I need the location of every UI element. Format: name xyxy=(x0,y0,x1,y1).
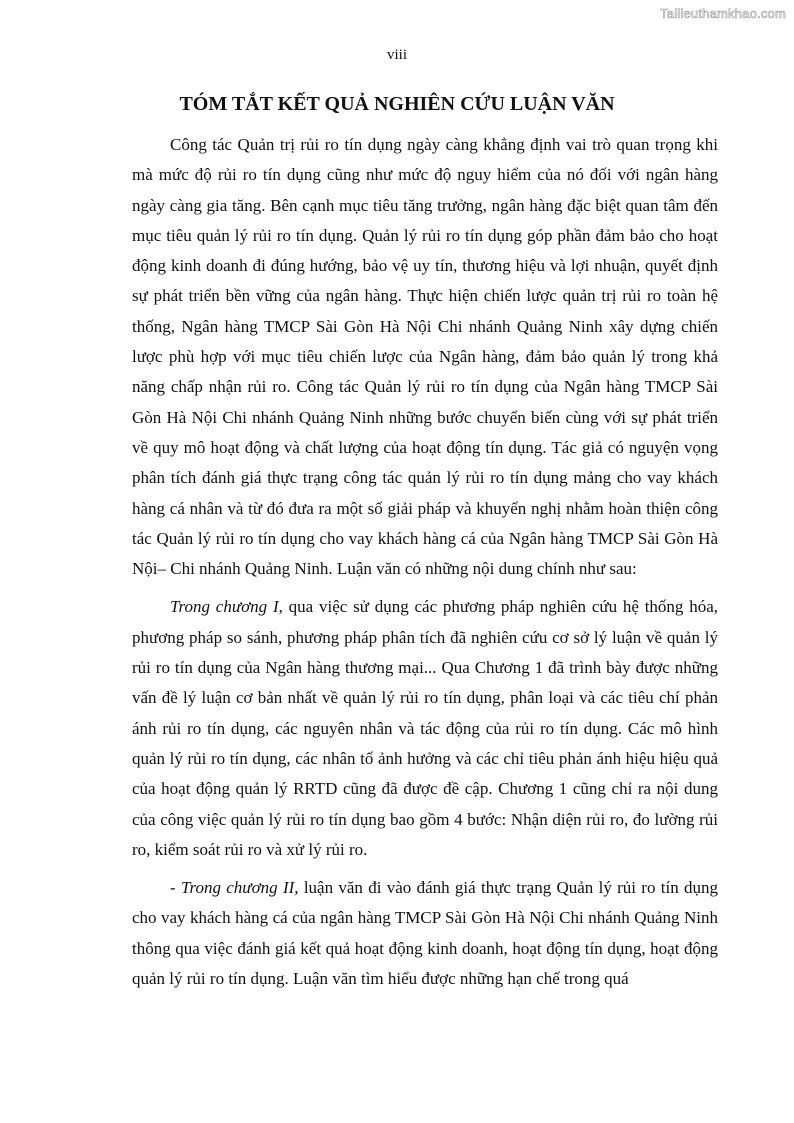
page-title: TÓM TẮT KẾT QUẢ NGHIÊN CỨU LUẬN VĂN xyxy=(179,93,615,115)
paragraph-lead-italic: Trong chương II, xyxy=(180,878,299,898)
watermark: Tailieuthamkhao.com xyxy=(660,6,786,21)
paragraph-intro xyxy=(132,130,718,584)
paragraph-chapter-1 xyxy=(132,592,718,865)
document-body xyxy=(132,130,718,1002)
paragraph-chapter-2 xyxy=(132,873,718,994)
paragraph-text: Công tác Quản trị rủi ro tín dụng ngày càng khẳng định vai trò quan trọng khi mà mức độ rủi ro tín dụng cũng như mức độ nguy hiểm của nó đối với ngân hàng ngày càng gia tăng. Bên cạnh mục tiêu tăng trưởng, ngân hàng đặc biệt quan tâm đến mục tiêu quản lý rủi ro tín dụng. Quản lý rủi ro tín dụng góp phần đảm bảo cho hoạt động kinh doanh đi đúng hướng, bảo vệ uy tín, thương hiệu và lợi nhuận, quyết định sự phát triển bền vững của ngân hàng. Thực hiện chiến lược quản trị rủi ro toàn hệ thống, Ngân hàng TMCP Sài Gòn Hà Nội Chi nhánh Quảng Ninh xây dựng chiến lược phù hợp với mục tiêu chiến lược của Ngân hàng, đảm bảo quản lý trong khả năng chấp nhận rủi ro. Công tác Quản lý rủi ro tín dụng của Ngân hàng TMCP Sài Gòn Hà Nội Chi nhánh Quảng Ninh những bước chuyển biến cùng với sự phát triển về quy mô hoạt động và chất lượng của hoạt động tín dụng. Tác giả có nguyện vọng phân tích đánh giá thực trạng công tác quản lý rủi ro tín dụng mảng cho vay khách hàng cá nhân và từ đó đưa ra một số giải pháp và khuyến nghị nhằm hoàn thiện công tác Quản lý rủi ro tín dụng cho vay khách hàng cá của Ngân hàng TMCP Sài Gòn Hà Nội– Chi nhánh Quảng Ninh. Luận văn có những nội dung chính như sau: xyxy=(132,135,718,579)
paragraph-lead-italic: Trong chương I xyxy=(170,597,279,617)
paragraph-text: luận văn đi vào đánh giá thực trạng Quản lý rủi ro tín dụng cho vay khách hàng cá của ngân hàng TMCP Sài Gòn Hà Nội Chi nhánh Quảng Ninh thông qua việc đánh giá kết quả hoạt động kinh doanh, hoạt động tín dụng, hoạt động quản lý rủi ro tín dụng. Luận văn tìm hiểu được những hạn chế trong quá xyxy=(132,878,718,989)
page-number: viii xyxy=(386,47,407,63)
paragraph-text: , qua việc sử dụng các phương pháp nghiên cứu hệ thống hóa, phương pháp so sánh, phương pháp phân tích đã nghiên cứu cơ sở lý luận về quản lý rủi ro tín dụng của Ngân hàng thương mại... Qua Chương 1 đã trình bày được những vấn đề lý luận cơ bản nhất về quản lý rủi ro tín dụng, phân loại và các tiêu chí phản ánh rủi ro tín dụng, các nguyên nhân và tác động của rủi ro tín dụng. Các mô hình quản lý rủi ro tín dụng, các nhân tố ảnh hưởng và các chỉ tiêu phản ánh hiệu hiệu quả của hoạt động quản lý RRTD cũng đã được đề cập. Chương 1 cũng chỉ ra nội dung của công việc quản lý rủi ro tín dụng bao gồm 4 bước: Nhận diện rủi ro, đo lường rủi ro, kiểm soát rủi ro và xử lý rủi ro. xyxy=(132,597,718,859)
paragraph-lead: - xyxy=(170,878,181,898)
